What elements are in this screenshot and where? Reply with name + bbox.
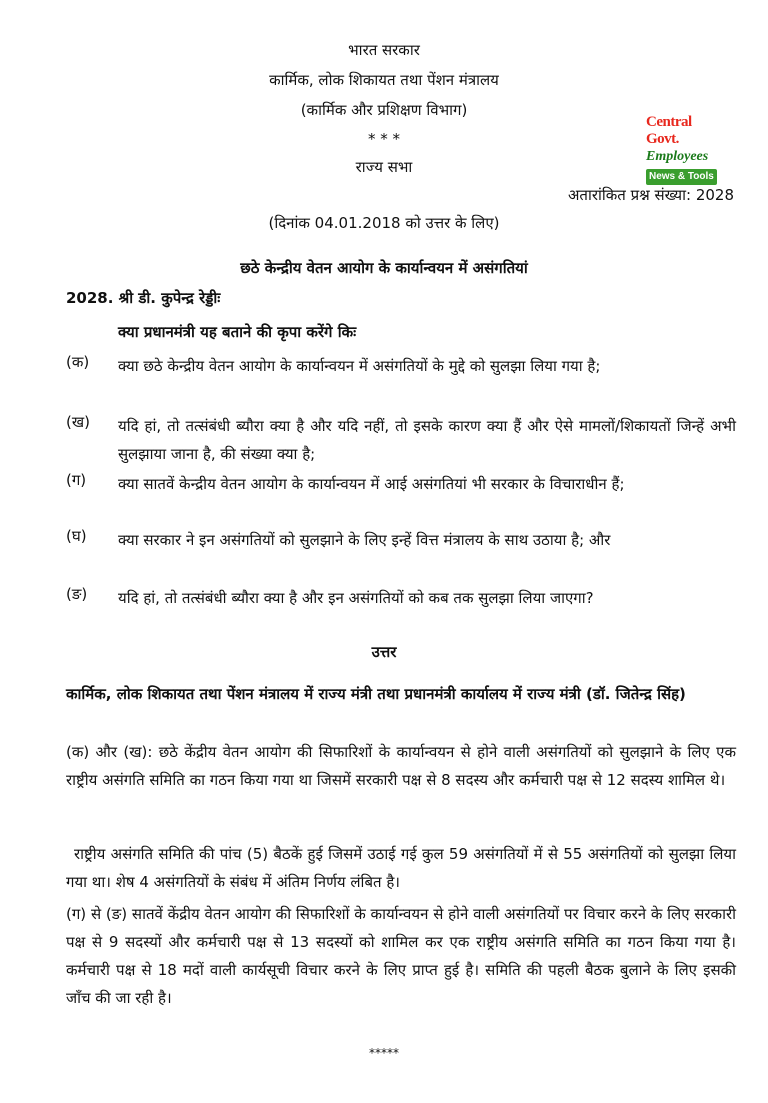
header-ministry: कार्मिक, लोक शिकायत तथा पेंशन मंत्रालय	[269, 71, 499, 89]
question-label: (घ)	[66, 527, 87, 545]
minister-name: कार्मिक, लोक शिकायत तथा पेंशन मंत्रालय में राज्य मंत्री तथा प्रधानमंत्री कार्यालय में राज्य मंत्री (डॉ. जितेन्द्र सिंह)	[66, 685, 686, 703]
question-number: अतारांकित प्रश्न संख्या: 2028	[567, 186, 734, 204]
question-title: छठे केन्द्रीय वेतन आयोग के कार्यान्वयन में असंगतियां	[240, 259, 528, 277]
question-text: यदि हां, तो तत्संबंधी ब्यौरा क्या है और इन असंगतियों को कब तक सुलझा लिया जाएगा?	[118, 589, 594, 607]
question-label: (ङ)	[66, 585, 88, 603]
header-stars: * * *	[367, 130, 401, 148]
header-house: राज्य सभा	[355, 158, 413, 176]
logo-line2: Employees	[646, 149, 709, 164]
question-text: यदि हां, तो तत्संबंधी ब्यौरा क्या है और यदि नहीं, तो इसके कारण क्या हैं और ऐसे मामलों/शिकायतों जिन्हें अभी सुलझाया जाना है, की संख्या क्या है;	[118, 417, 736, 463]
answer-date: (दिनांक 04.01.2018 को उत्तर के लिए)	[268, 214, 500, 232]
question-text: क्या छठे केन्द्रीय वेतन आयोग के कार्यान्वयन में असंगतियों के मुद्दे को सुलझा लिया गया है;	[118, 357, 601, 375]
question-intro: क्या प्रधानमंत्री यह बताने की कृपा करेंगे किः	[118, 323, 357, 341]
logo-line3: News & Tools	[646, 169, 717, 185]
question-label: (ग)	[66, 471, 87, 489]
question-label: (ख)	[66, 413, 90, 431]
header-government: भारत सरकार	[348, 41, 420, 59]
answer-heading: उत्तर	[371, 643, 397, 661]
site-logo	[646, 114, 722, 182]
question-text: क्या सरकार ने इन असंगतियों को सुलझाने के लिए इन्हें वित्त मंत्रालय के साथ उठाया है; और	[118, 531, 611, 549]
question-label: (क)	[66, 353, 90, 371]
answer-paragraph: राष्ट्रीय असंगति समिति की पांच (5) बैठकें हुई जिसमें उठाई गई कुल 59 असंगतियों में से 55 असंगतियों को सुलझा लिया गया था। शेष 4 असंगतियों के संबंध में अंतिम निर्णय लंबित है।	[66, 845, 736, 891]
answer-paragraph: (ग) से (ङ) सातवें केंद्रीय वेतन आयोग की सिफारिशों के कार्यान्वयन से होने वाली असंगतियों पर विचार करने के लिए सरकारी पक्ष से 9 सदस्यों और कर्मचारी पक्ष से 13 सदस्यों को शामिल कर एक राष्ट्रीय असंगति समिति का गठन किया गया है। कर्मचारी पक्ष से 18 मदों वाली कार्यसूची विचार करने के लिए प्राप्त हुई है। समिति की पहली बैठक बुलाने के लिए इसकी जाँच की जा रही है।	[66, 905, 736, 1007]
logo-line1: Central Govt.	[646, 114, 692, 147]
answer-paragraph: (क) और (ख): छठे केंद्रीय वेतन आयोग की सिफारिशों के कार्यान्वयन से होने वाली असंगतियों को सुलझाने के लिए एक राष्ट्रीय असंगति समिति का गठन किया गया था जिसमें सरकारी पक्ष से 8 सदस्य और कर्मचारी पक्ष से 12 सदस्य शामिल थे।	[66, 743, 736, 789]
header-department: (कार्मिक और प्रशिक्षण विभाग)	[300, 101, 468, 119]
asker-name: 2028. श्री डी. कुपेन्द्र रेड्डीः	[66, 289, 221, 307]
question-text: क्या सातवें केन्द्रीय वेतन आयोग के कार्यान्वयन में आई असंगतियां भी सरकार के विचाराधीन हैं;	[118, 475, 625, 493]
end-marker: *****	[369, 1046, 399, 1060]
